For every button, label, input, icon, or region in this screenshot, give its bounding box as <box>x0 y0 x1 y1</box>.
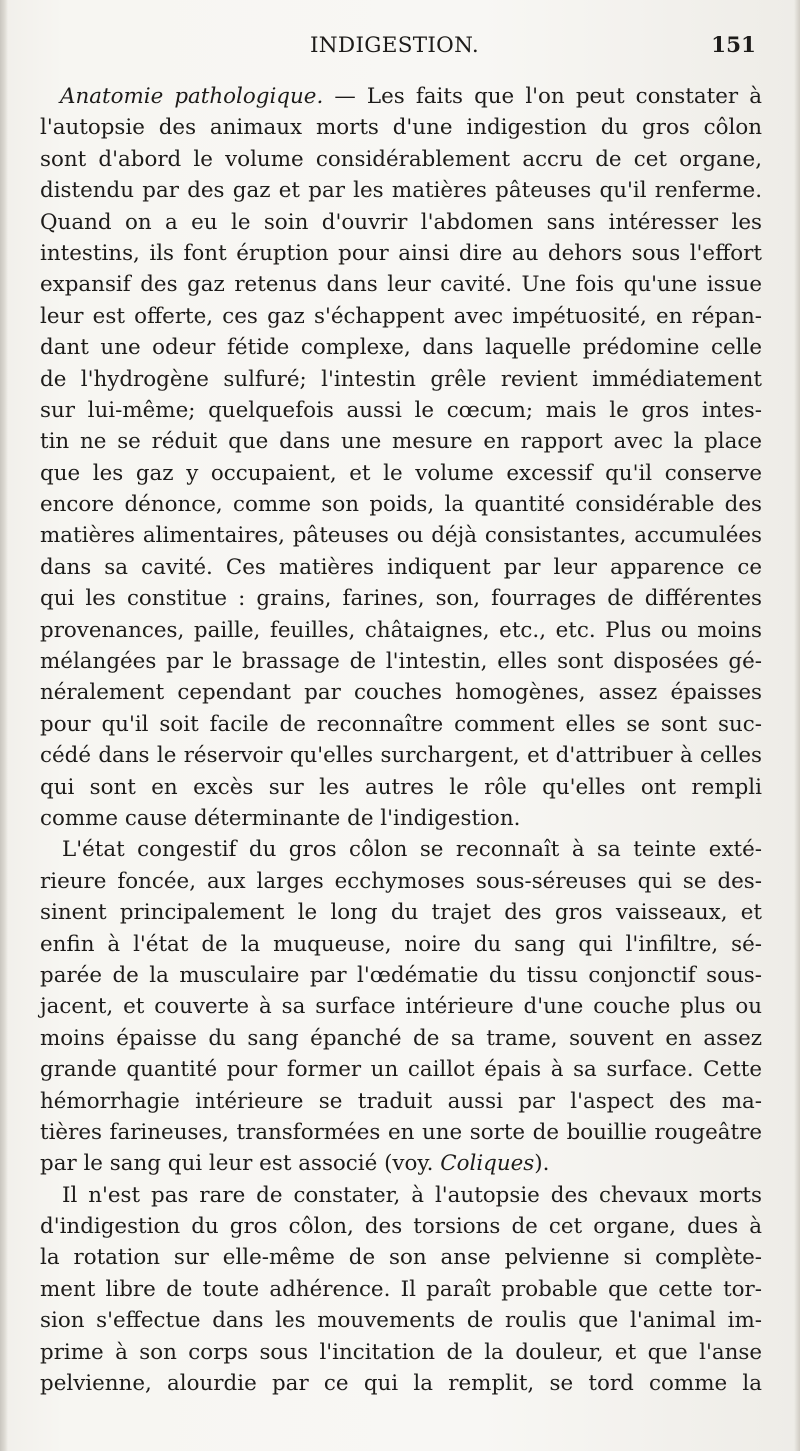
text-line: comme cause déterminante de l'indigestion. <box>40 805 521 831</box>
text-line: sur lui-même; quelquefois aussi le cœcum; mais le gros intes- <box>40 397 762 423</box>
text-line: Il n'est pas rare de constater, à l'autopsie des chevaux morts <box>62 1182 762 1208</box>
text-line: l'autopsie des animaux morts d'une indigestion du gros côlon <box>40 115 762 141</box>
text-line: pelvienne, alourdie par ce qui la remplit, se tord comme la <box>40 1371 762 1397</box>
text-line: que les gaz y occupaient, et le volume excessif qu'il conserve <box>40 460 762 486</box>
text-line: dans sa cavité. Ces matières indiquent par leur apparence ce <box>40 554 762 580</box>
paragraph-torsions <box>40 1180 762 1400</box>
running-head: INDIGESTION. <box>310 33 479 58</box>
text-line: qui les constitue : grains, farines, son, fourrages de différentes <box>40 586 762 612</box>
text-line: Quand on a eu le soin d'ouvrir l'abdomen sans intéresser les <box>40 209 762 235</box>
text-line: moins épaisse du sang épanché de sa trame, souvent en assez <box>40 1025 762 1051</box>
text-line: sion s'effectue dans les mouvements de roulis que l'animal im- <box>40 1308 762 1334</box>
text-line: sinent principalement le long du trajet des gros vaisseaux, et <box>40 900 762 926</box>
cross-reference-italic: Coliques <box>440 1151 535 1177</box>
text-line: néralement cependant par couches homogènes, assez épaisses <box>40 680 762 706</box>
text-line: matières alimentaires, pâteuses ou déjà consistantes, accumulées <box>40 523 762 549</box>
text-line: dant une odeur fétide complexe, dans laquelle prédomine celle <box>40 335 762 361</box>
text-line: la rotation sur elle-même de son anse pelvienne si complète- <box>40 1245 762 1271</box>
text-line: d'indigestion du gros côlon, des torsions de cet organe, dues à <box>40 1214 762 1240</box>
text-line: jacent, et couverte à sa surface intérieure d'une couche plus ou <box>40 994 762 1020</box>
text-line: grande quantité pour former un caillot épais à sa surface. Cette <box>40 1057 762 1083</box>
text-line: sont d'abord le volume considérablement accru de cet organe, <box>40 146 762 172</box>
text-line: par le sang qui leur est associé (voy. Coliques). <box>40 1151 550 1177</box>
text-line: distendu par des gaz et par les matières pâteuses qu'il renferme. <box>40 178 762 204</box>
text-line: intestins, ils font éruption pour ainsi dire au dehors sous l'effort <box>40 240 762 266</box>
text-line: tin ne se réduit que dans une mesure en rapport avec la place <box>40 429 762 455</box>
text-line: L'état congestif du gros côlon se reconnaît à sa teinte exté- <box>62 837 762 863</box>
page-right-edge-shadow <box>794 0 800 1451</box>
paragraph-anatomie-pathologique <box>40 81 762 834</box>
text-line: hémorrhagie intérieure se traduit aussi par l'aspect des ma- <box>40 1088 762 1114</box>
page-header <box>40 33 766 63</box>
text-line: rieure foncée, aux larges ecchymoses sous-séreuses qui se des- <box>40 868 762 894</box>
text-line: leur est offerte, ces gaz s'échappent avec impétuosité, en répan- <box>40 303 762 329</box>
text-line: expansif des gaz retenus dans leur cavité. Une fois qu'une issue <box>40 272 762 298</box>
body-text <box>40 81 762 1399</box>
text-line: enfin à l'état de la muqueuse, noire du sang qui l'infiltre, sé- <box>40 931 762 957</box>
text-line: tières farineuses, transformées en une sorte de bouillie rougeâtre <box>40 1119 762 1145</box>
text-line: de l'hydrogène sulfuré; l'intestin grêle revient immédiatement <box>40 366 762 392</box>
page-number: 151 <box>711 33 756 58</box>
paragraph-etat-congestif <box>40 834 762 1179</box>
text-line: pour qu'il soit facile de reconnaître comment elles se sont suc- <box>40 711 762 737</box>
text-line: encore dénonce, comme son poids, la quantité considérable des <box>40 492 762 518</box>
text-line: qui sont en excès sur les autres le rôle qu'elles ont rempli <box>40 774 762 800</box>
page-left-edge-shadow <box>0 0 8 1451</box>
text-line: mélangées par le brassage de l'intestin, elles sont disposées gé- <box>40 649 762 675</box>
text-line: provenances, paille, feuilles, châtaignes, etc., etc. Plus ou moins <box>40 617 762 643</box>
text-line: parée de la musculaire par l'œdématie du tissu conjonctif sous- <box>40 962 762 988</box>
text-line: Anatomie pathologique. — Les faits que l'on peut constater à <box>60 84 762 109</box>
text-line: ment libre de toute adhérence. Il paraît probable que cette tor- <box>40 1276 762 1302</box>
text-line: cédé dans le réservoir qu'elles surchargent, et d'attribuer à celles <box>40 743 762 769</box>
text-line: prime à son corps sous l'incitation de la douleur, et que l'anse <box>40 1339 762 1365</box>
section-heading-italic: Anatomie pathologique. <box>60 84 324 109</box>
